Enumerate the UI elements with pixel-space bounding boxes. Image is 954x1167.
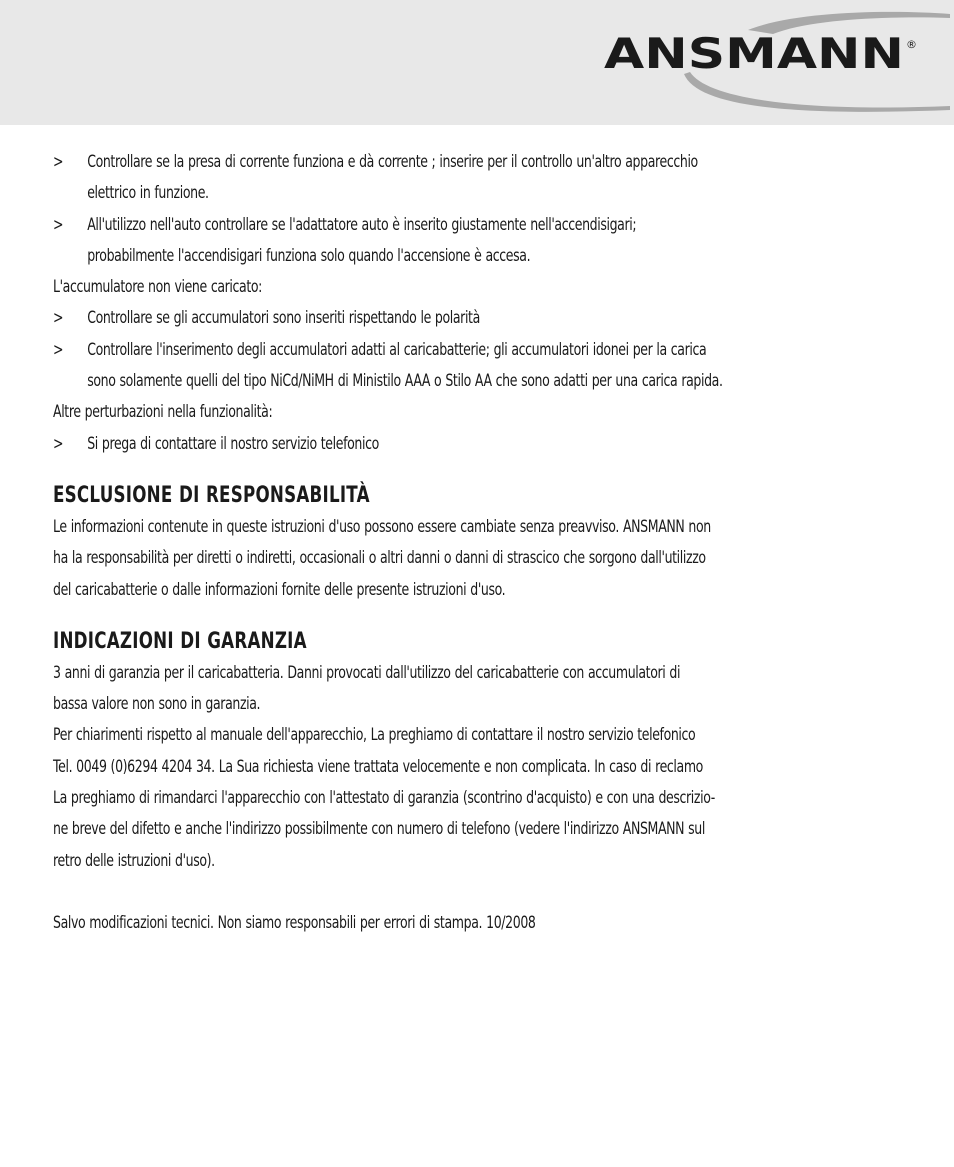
- bullet-marker: >: [53, 214, 64, 234]
- bullet-marker: >: [53, 433, 64, 453]
- paragraph-line: bassa valore non sono in garanzia.: [53, 694, 261, 714]
- list-item: [53, 302, 912, 333]
- paragraph-line: ha la responsabilità per diretti o indiretti, occasionali o altri danni o danni di strascico che sorgono dall'utilizzo: [53, 548, 706, 568]
- bullet-text-line: Si prega di contattare il nostro servizio telefonico: [87, 433, 379, 453]
- warranty-paragraph: [53, 657, 912, 876]
- list-item: [53, 146, 912, 209]
- bullet-text-line: sono solamente quelli del tipo NiCd/NiMH di Ministilo AAA o Stilo AA che sono adatti per una carica rapida.: [87, 371, 723, 391]
- bullet-marker: >: [53, 308, 64, 328]
- registered-mark: ®: [906, 38, 917, 51]
- bullet-text-line: Controllare l'inserimento degli accumulatori adatti al caricabatterie; gli accumulatori idonei per la carica: [87, 339, 707, 359]
- paragraph-line: 3 anni di garanzia per il caricabatteria. Danni provocati dall'utilizzo del caricabatterie con accumulatori di: [53, 662, 681, 682]
- bullet-text-line: probabilmente l'accendisigari funziona solo quando l'accensione è accesa.: [87, 245, 531, 265]
- bullet-marker: >: [53, 152, 64, 171]
- paragraph-line: ne breve del difetto e anche l'indirizzo possibilmente con numero di telefono (vedere l'indirizzo ANSMANN sul: [53, 819, 705, 839]
- bullet-marker: >: [53, 339, 64, 359]
- other-issues-label: Altre perturbazioni nella funzionalità:: [53, 402, 273, 422]
- ansmann-logo: [598, 8, 950, 112]
- paragraph-line: La preghiamo di rimandarci l'apparecchio con l'attestato di garanzia (scontrino d'acquisto) e con una descrizio-: [53, 788, 715, 808]
- list-item: [53, 209, 912, 272]
- paragraph-line: del caricabatterie o dalle informazioni fornite delle presente istruzioni d'uso.: [53, 579, 506, 599]
- bullet-text-line: All'utilizzo nell'auto controllare se l'adattatore auto è inserito giustamente nell'accendisigari;: [87, 214, 637, 234]
- warranty-heading: INDICAZIONI DI GARANZIA: [53, 628, 307, 654]
- disclaimer-paragraph: [53, 511, 912, 605]
- paragraph-line: Le informazioni contenute in queste istruzioni d'uso possono essere cambiate senza preavviso. ANSMANN non: [53, 516, 711, 536]
- list-item: [53, 428, 912, 459]
- paragraph-line: Per chiarimenti rispetto al manuale dell'apparecchio, La preghiamo di contattare il nostro servizio telefonico: [53, 725, 696, 745]
- logo-wordmark: ANSMANN: [604, 29, 904, 78]
- spacer: [53, 876, 912, 907]
- bullet-text-line: Controllare se la presa di corrente funziona e dà corrente ; inserire per il controllo un'altro apparecchio: [87, 152, 698, 171]
- list-item: [53, 334, 912, 397]
- paragraph-line: Tel. 0049 (0)6294 4204 34. La Sua richiesta viene trattata velocemente e non complicata. In caso di reclamo: [53, 756, 703, 776]
- disclaimer-heading: ESCLUSIONE DI RESPONSABILITÀ: [53, 482, 370, 508]
- not-charging-label: L'accumulatore non viene caricato:: [53, 277, 263, 297]
- page-header: [0, 0, 954, 125]
- paragraph-line: retro delle istruzioni d'uso).: [53, 850, 215, 870]
- document-body: [53, 146, 723, 939]
- bullet-text-line: Controllare se gli accumulatori sono inseriti rispettando le polarità: [87, 308, 480, 328]
- footer-note: Salvo modificazioni tecnici. Non siamo responsabili per errori di stampa. 10/2008: [53, 913, 536, 933]
- bullet-text-line: elettrico in funzione.: [87, 183, 209, 203]
